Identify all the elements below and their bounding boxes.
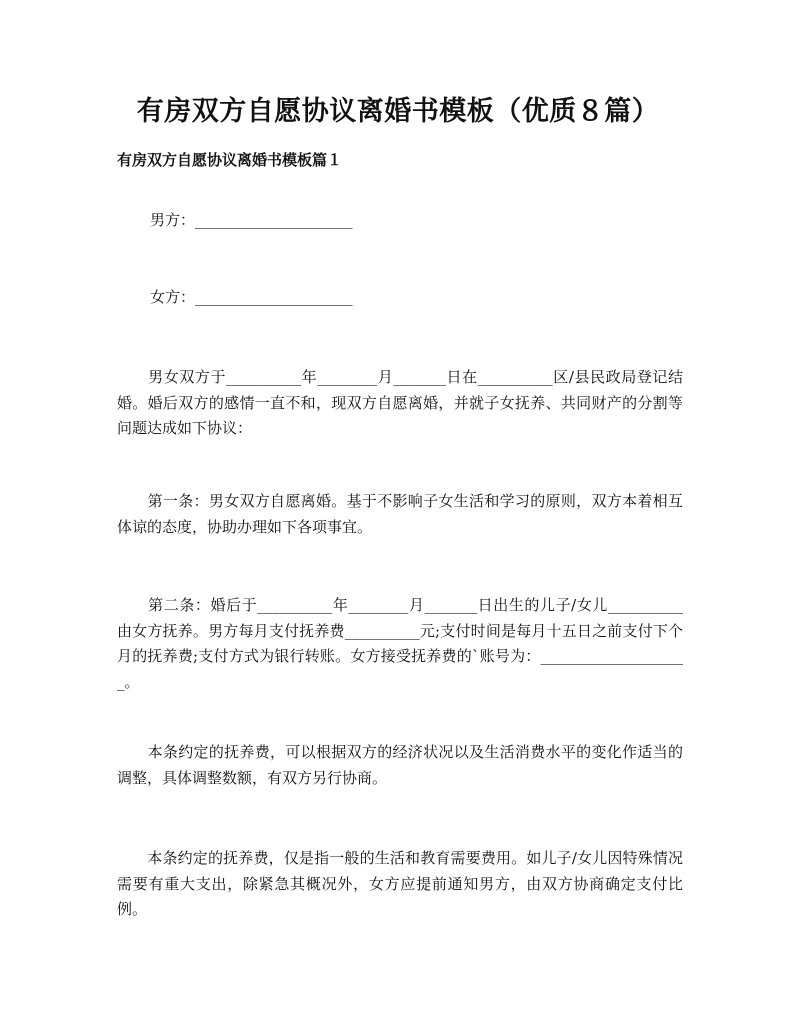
male-party-field: 男方：_____________________ [150,211,353,229]
paragraph-marriage-registration: 男女双方于__________年________月_______日在__________区/县民政局登记结婚。婚后双方的感情一直不和，现双方自愿离婚，并就子女抚养、共同财产的分割等问题达成如下协议： [117,368,683,437]
paragraph-article-1: 第一条：男女双方自愿离婚。基于不影响子女生活和学习的原则，双方本着相互体谅的态度，协助办理如下各项事宜。 [117,492,683,536]
paragraph-support-scope: 本条约定的抚养费，仅是指一般的生活和教育需要费用。如儿子/女儿因特殊情况需要有重大支出，除紧急其概况外，女方应提前通知男方，由双方协商确定支付比例。 [117,849,683,918]
paragraph-support-adjustment: 本条约定的抚养费，可以根据双方的经济状况以及生活消费水平的变化作适当的调整，具体调整数额，有双方另行协商。 [117,743,683,787]
document-title: 有房双方自愿协议离婚书模板（优质８篇） [136,96,660,127]
section-heading: 有房双方自愿协议离婚书模板篇１ [117,151,343,169]
female-party-field: 女方：_____________________ [150,288,353,306]
paragraph-article-2: 第二条：婚后于__________年________月_______日出生的儿子/女儿__________由女方抚养。男方每月支付抚养费__________元;支付时间是每月十五日之前支付下个月的抚养费;支付方式为银行转账。女方接受抚养费的`账号为：____________________。 [117,596,683,691]
